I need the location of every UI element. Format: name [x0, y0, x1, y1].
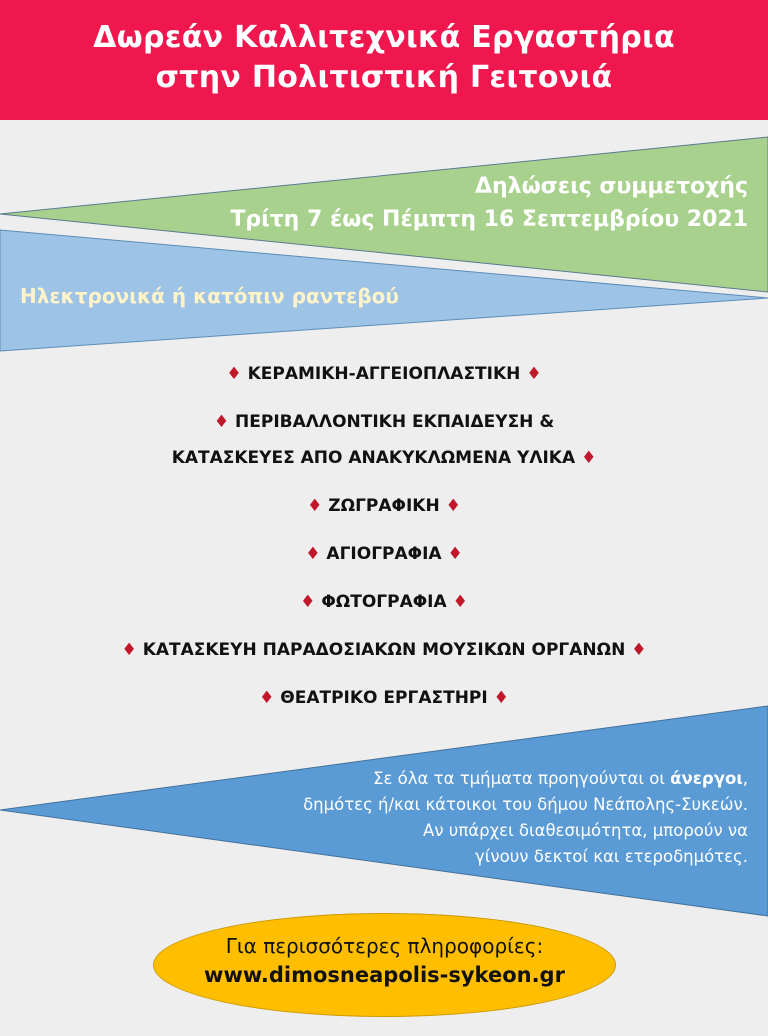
note-emphasis: άνεργοι [670, 769, 743, 788]
workshop-item [0, 684, 768, 712]
header-title-line2: στην Πολιτιστική Γειτονιά [155, 60, 613, 95]
priority-note-line3: Αν υπάρχει διαθεσιμότητα, μπορούν να [423, 821, 748, 840]
header-title-line1: Δωρεάν Καλλιτεχνικά Εργαστήρια [93, 20, 675, 55]
workshops-list [0, 360, 768, 732]
diamond-bullet-icon: ♦ [213, 412, 230, 432]
diamond-bullet-icon: ♦ [259, 688, 275, 708]
diamond-bullet-icon: ♦ [305, 544, 321, 564]
workshop-label: ΖΩΓΡΑΦΙΚΗ [328, 496, 440, 516]
info-label: Για περισσότερες πληροφορίες: [225, 934, 544, 958]
registration-method: Ηλεκτρονικά ή κατόπιν ραντεβού [20, 284, 399, 308]
diamond-bullet-icon: ♦ [445, 496, 461, 516]
priority-note-line2: δημότες ή/και κάτοικοι του δήμου Νεάπολης-Συκεών. [303, 795, 748, 814]
diamond-bullet-icon: ♦ [526, 364, 542, 384]
registration-dates [230, 170, 748, 236]
diamond-bullet-icon: ♦ [300, 592, 316, 612]
registration-period: Τρίτη 7 έως Πέμπτη 16 Σεπτεμβρίου 2021 [230, 207, 748, 232]
priority-note-line1 [303, 766, 748, 792]
website-link[interactable]: www.dimosneapolis-sykeon.gr [204, 963, 565, 987]
diamond-bullet-icon: ♦ [226, 364, 242, 384]
diamond-bullet-icon: ♦ [121, 640, 137, 660]
workshop-label: ΠΕΡΙΒΑΛΛΟΝΤΙΚΗ ΕΚΠΑΙΔΕΥΣΗ & [235, 412, 555, 432]
diamond-bullet-icon: ♦ [307, 496, 323, 516]
workshop-label: ΘΕΑΤΡΙΚΟ ΕΡΓΑΣΤΗΡΙ [280, 688, 488, 708]
workshop-label: ΦΩΤΟΓΡΑΦΙΑ [321, 592, 447, 612]
registration-title: Δηλώσεις συμμετοχής [474, 174, 748, 199]
workshop-label: ΚΑΤΑΣΚΕΥΕΣ ΑΠΟ ΑΝΑΚΥΚΛΩΜΕΝΑ ΥΛΙΚΑ [171, 448, 576, 468]
note-text-segment: , [742, 769, 748, 788]
workshop-item [0, 636, 768, 664]
diamond-bullet-icon: ♦ [447, 544, 463, 564]
info-ellipse [153, 913, 616, 1017]
workshop-label: ΑΓΙΟΓΡΑΦΙΑ [326, 544, 442, 564]
diamond-bullet-icon: ♦ [493, 688, 509, 708]
workshop-item [0, 360, 768, 388]
workshop-item [0, 408, 768, 472]
workshop-item [0, 540, 768, 568]
workshop-item [0, 492, 768, 520]
diamond-bullet-icon: ♦ [631, 640, 647, 660]
workshop-label: ΚΕΡΑΜΙΚΗ-ΑΓΓΕΙΟΠΛΑΣΤΙΚΗ [247, 364, 521, 384]
diamond-bullet-icon: ♦ [452, 592, 468, 612]
workshop-item [0, 588, 768, 616]
diamond-bullet-icon: ♦ [581, 448, 597, 468]
priority-note [303, 766, 748, 870]
note-text-segment: Σε όλα τα τμήματα προηγούνται οι [373, 769, 671, 788]
priority-note-line4: γίνουν δεκτοί και ετεροδημότες. [475, 847, 748, 866]
workshop-label: ΚΑΤΑΣΚΕΥΗ ΠΑΡΑΔΟΣΙΑΚΩΝ ΜΟΥΣΙΚΩΝ ΟΡΓΑΝΩΝ [142, 640, 626, 660]
